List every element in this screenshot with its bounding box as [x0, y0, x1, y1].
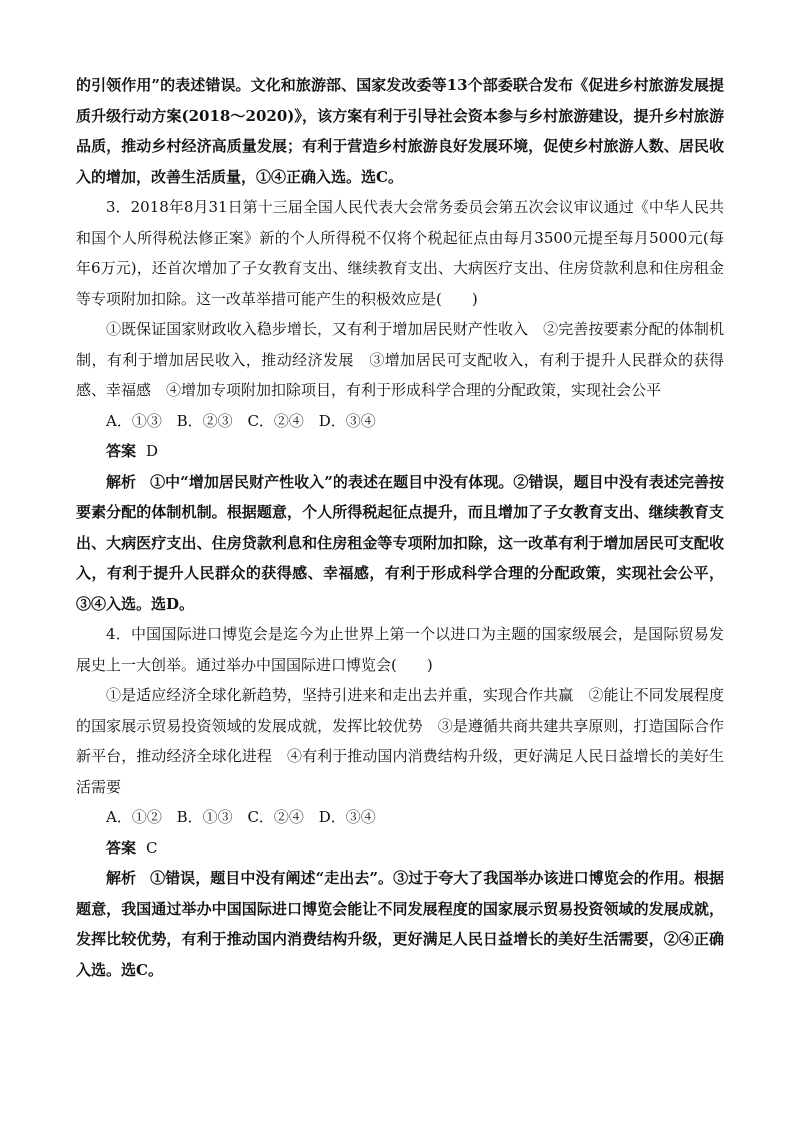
- option-d: D．③④: [318, 411, 376, 430]
- answer-value: C: [146, 838, 158, 857]
- answer-label: 答案: [106, 838, 137, 857]
- previous-analysis-continuation: 的引领作用”的表述错误。文化和旅游部、国家发改委等13个部委联合发布《促进乡村旅游发展提质升级行动方案(2018～2020)》，该方案有利于引导社会资本参与乡村旅游建设，提升乡村旅游品质，推动乡村经济高质量发展；有利于营造乡村旅游良好发展环境，促使乡村旅游人数、居民收入的增加，改善生活质量，①④正确入选。选C。: [76, 76, 724, 186]
- question-4: [76, 619, 724, 985]
- option-a: A．①③: [106, 411, 162, 430]
- question-4-statements: ①是适应经济全球化新趋势，坚持引进来和走出去并重，实现合作共赢 ②能让不同发展程度的国家展示贸易投资领域的发展成就，发挥比较优势 ③是遵循共商共建共享原则，打造国际合作新平台，推动经济全球化进程 ④有利于推动国内消费结构升级，更好满足人民日益增长的美好生活需要: [76, 686, 724, 796]
- option-a: A．①②: [106, 808, 162, 826]
- answer-value: D: [146, 442, 159, 460]
- question-3-analysis: [76, 467, 724, 620]
- question-4-options: [76, 802, 724, 833]
- question-4-answer: [76, 833, 724, 864]
- question-3-stem: 3．2018年8月31日第十三届全国人民代表大会常务委员会第五次会议审议通过《中华人民共和国个人所得税法修正案》新的个人所得税不仅将个税起征点由每月3500元提至每月5000元(每年6万元)，还首次增加了子女教育支出、继续教育支出、大病医疗支出、住房贷款利息和住房租金等专项附加扣除。这一改革举措可能产生的积极效应是( ): [76, 198, 724, 308]
- option-c: C．②④: [247, 808, 304, 826]
- option-c: C．②④: [247, 411, 304, 430]
- question-4-stem: 4．中国国际进口博览会是迄今为止世界上第一个以进口为主题的国家级展会，是国际贸易发展史上一大创举。通过举办中国国际进口博览会( ): [76, 625, 724, 674]
- question-3: [76, 192, 724, 619]
- analysis-label: 解析: [106, 869, 137, 887]
- question-3-options: [76, 406, 724, 437]
- option-b: B．②③: [176, 411, 233, 430]
- analysis-text: ①错误，题目中没有阐述“走出去”。③过于夸大了我国举办该进口博览会的作用。根据题意，我国通过举办中国国际进口博览会能让不同发展程度的国家展示贸易投资领域的发展成就，发挥比较优势，有利于推动国内消费结构升级，更好满足人民日益增长的美好生活需要，②④正确入选。选C。: [76, 869, 724, 979]
- analysis-text: ①中“增加居民财产性收入”的表述在题目中没有体现。②错误，题目中没有表述完善按要素分配的体制机制。根据题意，个人所得税起征点提升，而且增加了子女教育支出、继续教育支出、大病医疗支出、住房贷款利息和住房租金等专项附加扣除，这一改革有利于增加居民可支配收入，有利于提升人民群众的获得感、幸福感，有利于形成科学合理的分配政策，实现社会公平，③④入选。选D。: [76, 472, 724, 613]
- question-4-analysis: [76, 863, 724, 985]
- question-3-statements: ①既保证国家财政收入稳步增长，又有利于增加居民财产性收入 ②完善按要素分配的体制机制，有利于增加居民收入，推动经济发展 ③增加居民可支配收入，有利于提升人民群众的获得感、幸福感 ④增加专项附加扣除项目，有利于形成科学合理的分配政策，实现社会公平: [76, 320, 724, 399]
- analysis-label: 解析: [106, 472, 137, 491]
- document-page: [76, 70, 724, 985]
- answer-label: 答案: [106, 442, 137, 460]
- question-3-answer: [76, 436, 724, 467]
- option-b: B．①③: [176, 808, 233, 826]
- option-d: D．③④: [318, 808, 376, 826]
